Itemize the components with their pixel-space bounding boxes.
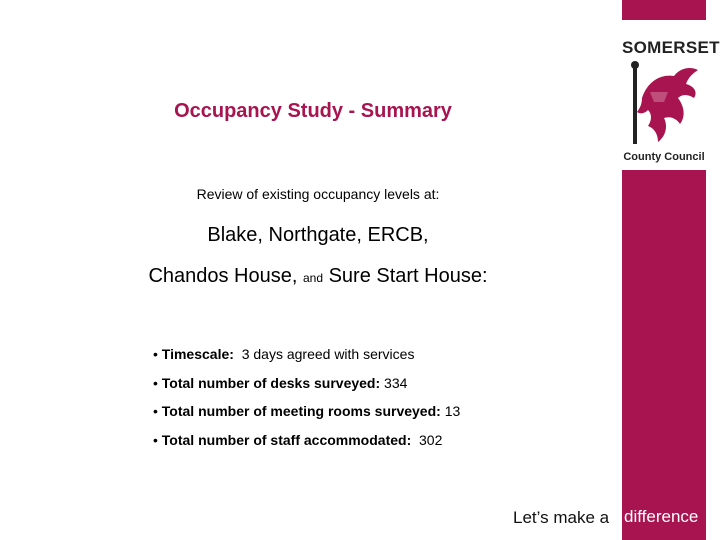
council-logo [622, 20, 720, 170]
location-chandos: Chandos House, [148, 265, 298, 287]
bullet-label: Total number of meeting rooms surveyed: [161, 403, 441, 419]
bullet-desks: • Total number of desks surveyed: 334 [153, 374, 408, 391]
bullet-value: 334 [384, 374, 408, 391]
slogan [513, 507, 699, 528]
slogan-highlight: difference [622, 504, 702, 531]
bullet-staff: • Total number of staff accommodated: 302 [153, 431, 443, 448]
logo-name-top: SOMERSET [622, 38, 720, 57]
logo-name-bottom: County Council [623, 151, 705, 163]
bullet-timescale: • Timescale: 3 days agreed with services [153, 346, 415, 362]
bullet-meeting-rooms: • Total number of meeting rooms surveyed: 13 [153, 403, 461, 419]
summary-bullets [153, 346, 460, 460]
bullet-label: Total number of desks surveyed: [161, 374, 381, 391]
location-sure-start: Sure Start House: [328, 265, 488, 287]
slogan-start: Let’s make a [513, 508, 610, 527]
page-title: Occupancy Study - Summary [174, 100, 452, 122]
dragon-icon [628, 58, 702, 150]
and-connector: and [302, 271, 324, 285]
bullet-label: Total number of staff accommodated: [161, 431, 412, 448]
locations-line-2 [0, 265, 636, 288]
bullet-value: 13 [444, 403, 461, 419]
locations-line-1: Blake, Northgate, ERCB, [207, 224, 429, 246]
review-intro: Review of existing occupancy levels at: [196, 186, 440, 202]
bullet-value: 3 days agreed with services [241, 346, 415, 362]
bullet-value: 302 [419, 431, 443, 448]
bullet-label: Timescale: [161, 346, 234, 362]
